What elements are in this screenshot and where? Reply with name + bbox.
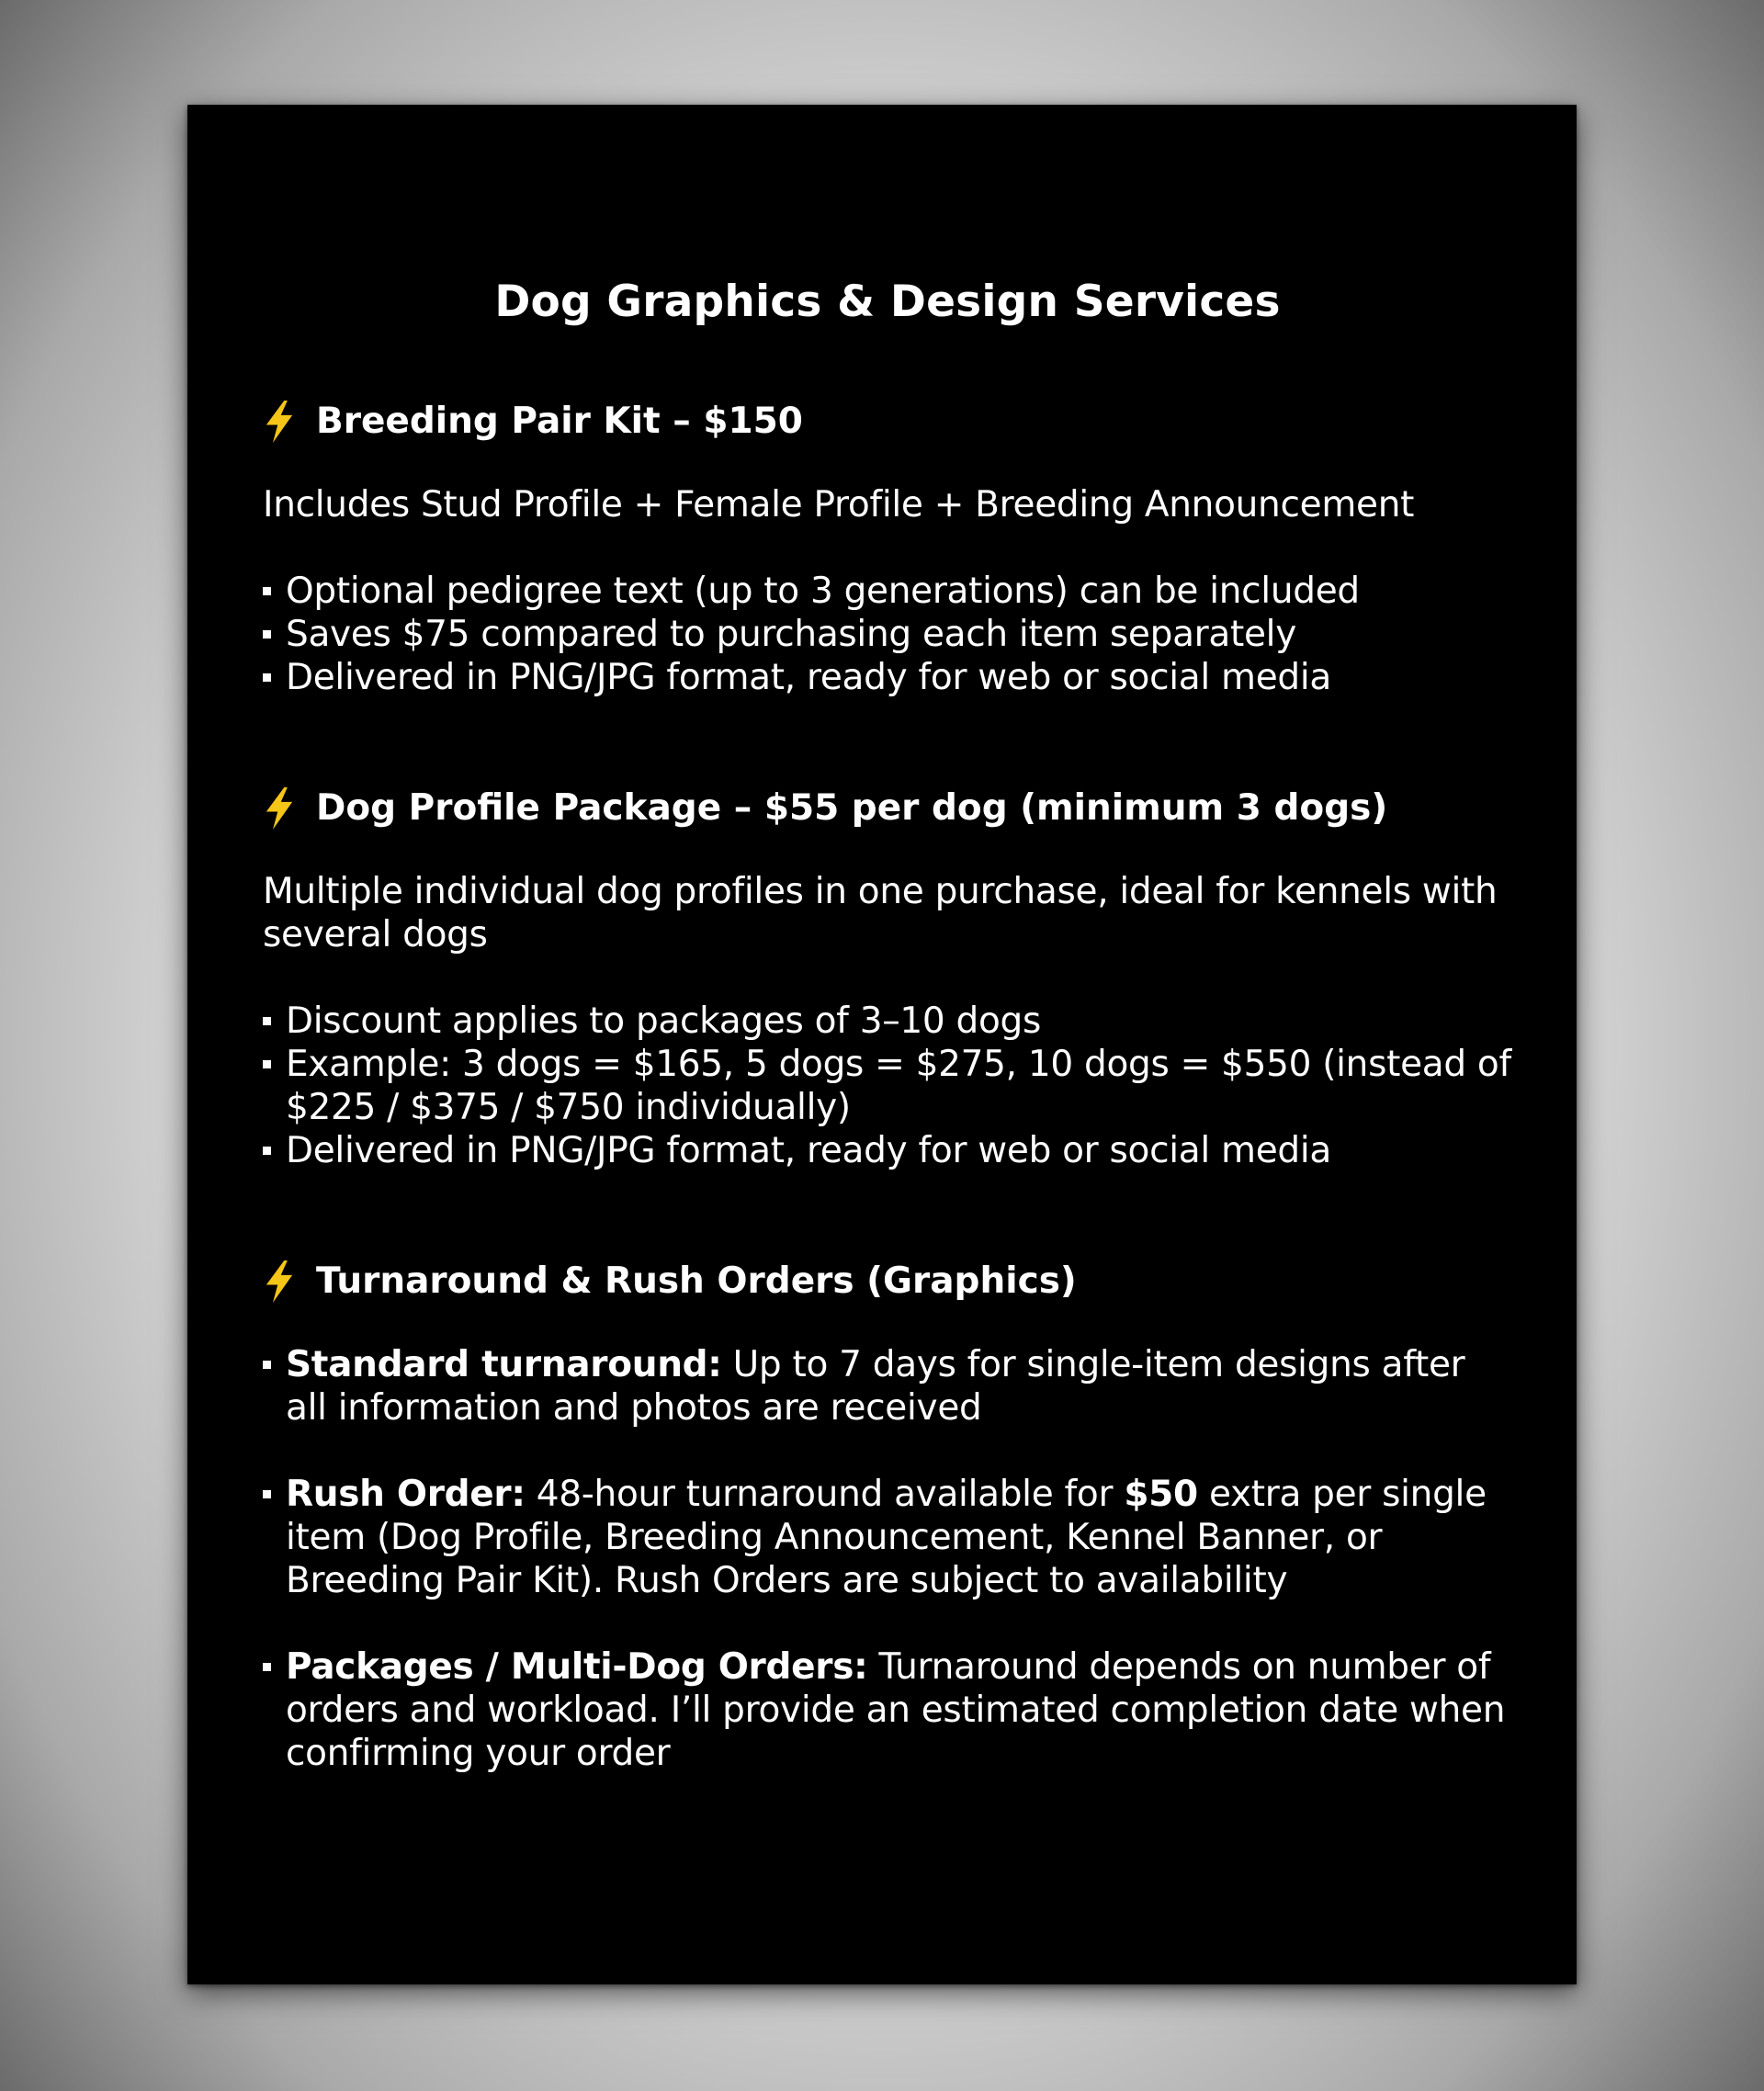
bullet-marker (263, 673, 271, 682)
bullet-text: Discount applies to packages of 3–10 dogs (286, 1000, 1042, 1042)
section-heading (263, 1259, 1512, 1305)
bullet-marker (263, 587, 271, 595)
section-description: Multiple individual dog profiles in one purchase, ideal for kennels with several dogs (263, 871, 1498, 955)
bullet-text: Optional pedigree text (up to 3 generations) can be included (286, 571, 1360, 612)
lightning-bolt-icon (263, 401, 296, 443)
bullet-text: Delivered in PNG/JPG format, ready for web or social media (286, 1130, 1331, 1171)
bullet-item (263, 656, 1512, 699)
bullet-item (263, 1043, 1512, 1129)
rush-price: $50 (1124, 1474, 1198, 1515)
bullet-item-multi-dog-orders (263, 1645, 1512, 1775)
bullet-label: Rush Order: (286, 1474, 526, 1515)
bullet-marker (263, 1060, 271, 1068)
bullet-text: 48-hour turnaround available for (525, 1474, 1125, 1515)
section-heading (263, 786, 1512, 831)
bullet-list (263, 1000, 1512, 1172)
section-dog-profile-package (263, 786, 1512, 1172)
bullet-item (263, 570, 1512, 613)
bullet-label: Standard turnaround: (286, 1344, 722, 1385)
bullet-text: Saves $75 compared to purchasing each item separately (286, 614, 1296, 655)
bullet-marker (263, 1663, 271, 1671)
bullet-marker (263, 630, 271, 639)
bullet-text: Up to 7 days for single-item designs after all information and photos are received (286, 1344, 1465, 1429)
document-card (187, 105, 1577, 1984)
bullet-item-standard-turnaround (263, 1343, 1512, 1430)
section-heading-text: Breeding Pair Kit – $150 (316, 401, 803, 442)
lightning-bolt-icon (263, 787, 296, 830)
section-heading (263, 399, 1512, 445)
bullet-marker (263, 1147, 271, 1155)
bullet-text: Delivered in PNG/JPG format, ready for web or social media (286, 657, 1331, 698)
bullet-text: Turnaround depends on number of orders and workload. I’ll provide an estimated completion date when confirming your order (286, 1646, 1506, 1774)
bullet-item-rush-order (263, 1473, 1512, 1602)
section-breeding-pair-kit (263, 399, 1512, 699)
document-content (263, 275, 1512, 1818)
document-title: Dog Graphics & Design Services (494, 277, 1281, 327)
bullet-item (263, 613, 1512, 656)
bullet-label: Packages / Multi-Dog Orders: (286, 1646, 868, 1688)
bullet-marker (263, 1361, 271, 1369)
bullet-list (263, 1343, 1512, 1775)
bullet-list (263, 570, 1512, 699)
section-heading-text: Turnaround & Rush Orders (Graphics) (316, 1260, 1077, 1302)
lightning-bolt-icon (263, 1260, 296, 1303)
section-turnaround-rush-orders (263, 1259, 1512, 1775)
bullet-text: extra per single item (Dog Profile, Breeding Announcement, Kennel Banner, or Breeding Pair Kit). Rush Orders are subject to availability (286, 1474, 1487, 1601)
section-description: Includes Stud Profile + Female Profile + Breeding Announcement (263, 484, 1415, 526)
bullet-item (263, 1129, 1512, 1172)
bullet-text: Example: 3 dogs = $165, 5 dogs = $275, 10 dogs = $550 (instead of $225 / $375 / $750 individually) (286, 1044, 1511, 1128)
bullet-marker (263, 1017, 271, 1025)
bullet-marker (263, 1490, 271, 1498)
section-heading-text: Dog Profile Package – $55 per dog (minimum 3 dogs) (316, 787, 1388, 829)
bullet-item (263, 1000, 1512, 1043)
